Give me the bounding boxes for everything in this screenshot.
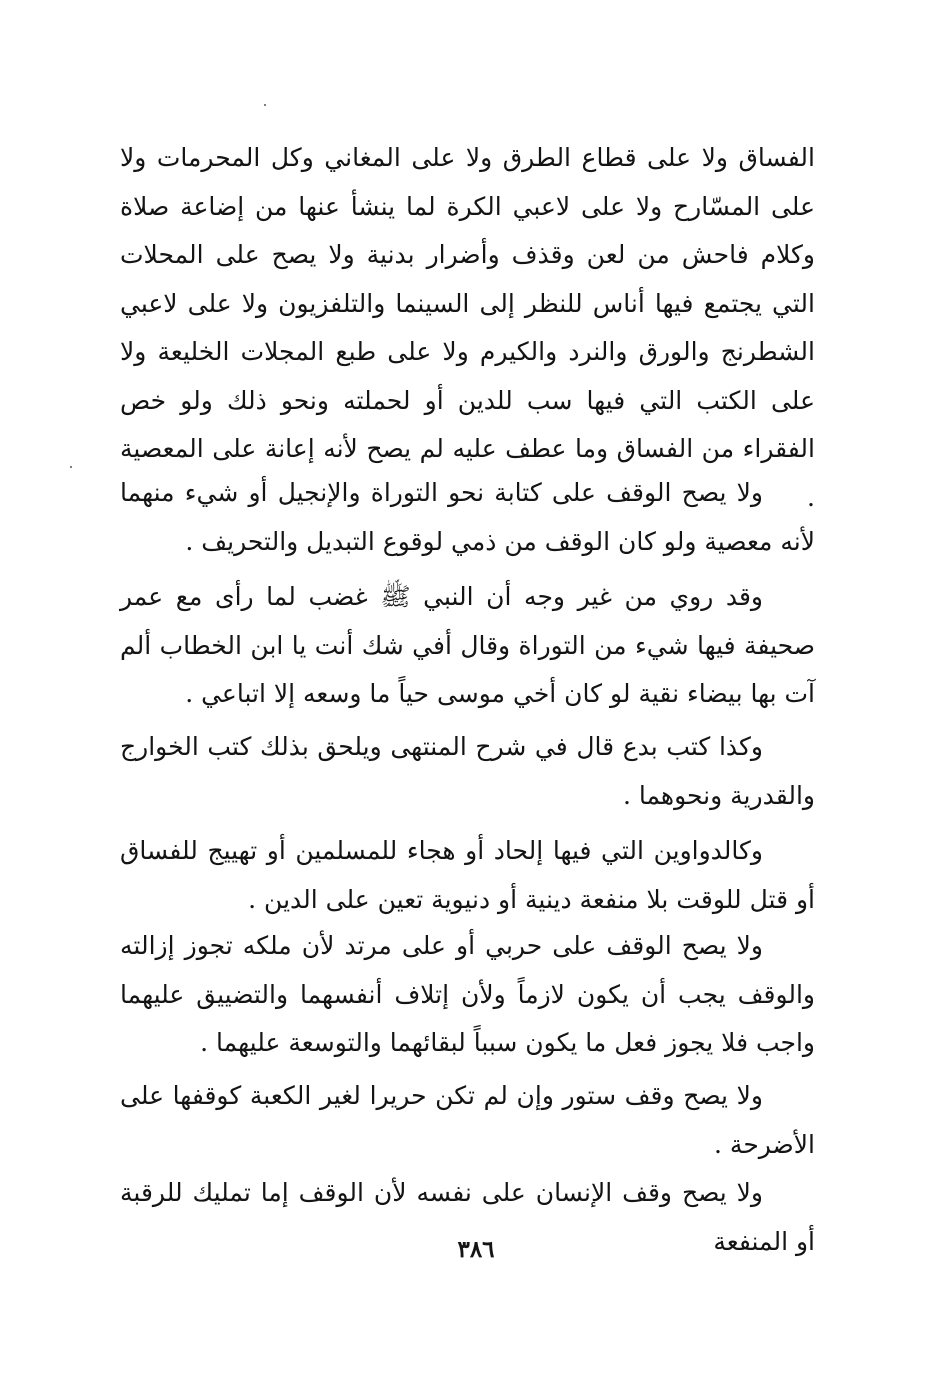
paragraph-harbi-murtad: ولا يصح الوقف على حربي أو على مرتد لأن ملكه تجوز إزالته والوقف يجب أن يكون لازماً ولأن إتلاف أنفسهما والتضييق عليهما واجب فلا يجوز فعل ما يكون سبباً لبقائهما والتوسعة عليهما .	[120, 931, 815, 1057]
paragraph-continuation: الفساق ولا على قطاع الطرق ولا على المغاني وكل المحرمات ولا على المسّارح ولا على لاعبي الكرة لما ينشأ عنها من إضاعة صلاة وكلام فاحش من لعن وقذف وأضرار بدنية ولا يصح على المحلات التي يجتمع فيها أناس للنظر إلى السينما والتلفزيون ولا على لاعبي الشطرنج والورق والنرد والكيرم ولا على طبع المجلات الخليعة ولا على الكتب التي فيها سب للدين أو لحملته ونحو ذلك ولو خص الفقراء من الفساق وما عطف عليه لم يصح لأنه إعانة على المعصية .	[120, 143, 815, 512]
paragraph-self-endowment: ولا يصح وقف الإنسان على نفسه لأن الوقف إما تمليك للرقبة أو المنفعة	[120, 1178, 815, 1256]
paragraph-innovation-books: وكذا كتب بدع قال في شرح المنتهى ويلحق بذلك كتب الخوارج والقدرية ونحوهما .	[120, 732, 815, 810]
paragraph-curtains: ولا يصح وقف ستور وإن لم تكن حريرا لغير الكعبة كوقفها على الأضرحة .	[120, 1081, 815, 1159]
print-speck	[70, 466, 72, 468]
paragraph-hadith: وقد روي من غير وجه أن النبي ﷺ غضب لما رأى مع عمر صحيفة فيها شيء من التوراة وقال أفي شك أنت يا ابن الخطاب ألم آت بها بيضاء نقية لو كان أخي موسى حياً ما وسعه إلا اتباعي .	[120, 582, 815, 708]
print-speck	[264, 104, 266, 106]
page-number: ٣٨٦	[457, 1236, 495, 1263]
paragraph-torah-gospel: ولا يصح الوقف على كتابة نحو التوراة والإنجيل أو شيء منهما لأنه معصية ولو كان الوقف من ذمي لوقوع التبديل والتحريف .	[120, 478, 815, 556]
paragraph-diwans: وكالدواوين التي فيها إلحاد أو هجاء للمسلمين أو تهييج للفساق أو قتل للوقت بلا منفعة دينية أو دنيوية تعين على الدين .	[120, 836, 815, 914]
